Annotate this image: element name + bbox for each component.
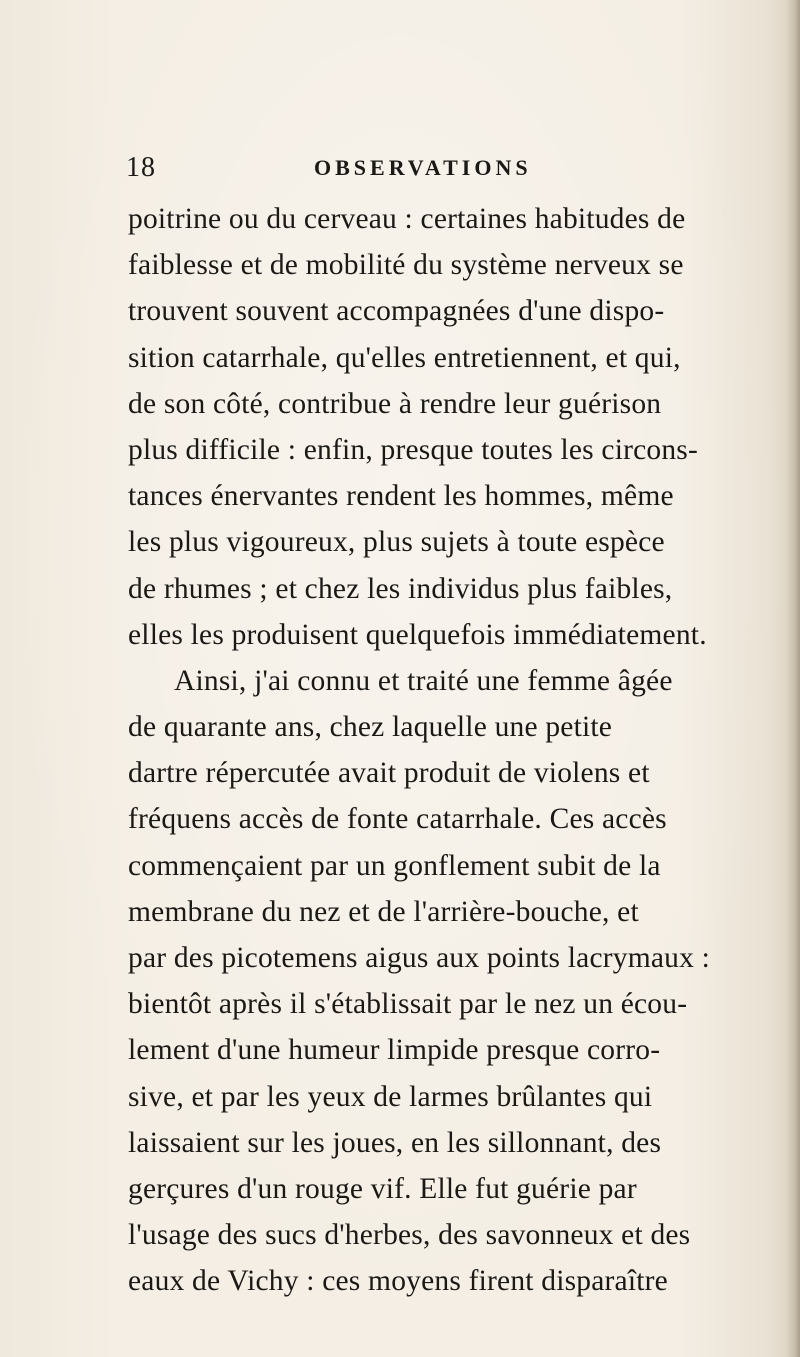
- text-line: membrane du nez et de l'arrière-bouche, et: [128, 895, 639, 928]
- text-line: commençaient par un gonflement subit de la: [128, 849, 661, 882]
- text-line: eaux de Vichy : ces moyens firent disparaître: [128, 1265, 668, 1298]
- text-line: elles les produisent quelquefois immédiatement.: [128, 618, 707, 651]
- page-number: 18: [126, 152, 156, 183]
- body-text: [128, 196, 798, 1305]
- text-line: les plus vigoureux, plus sujets à toute espèce: [128, 526, 665, 559]
- text-line: de quarante ans, chez laquelle une petite: [128, 711, 613, 744]
- text-line: tances énervantes rendent les hommes, même: [128, 480, 674, 513]
- text-line: sive, et par les yeux de larmes brûlantes qui: [128, 1080, 653, 1113]
- text-line: poitrine ou du cerveau : certaines habitudes de: [128, 203, 686, 235]
- text-line: gerçures d'un rouge vif. Elle fut guérie par: [128, 1172, 637, 1205]
- text-line: par des picotemens aigus aux points lacrymaux :: [128, 942, 711, 974]
- text-line: de rhumes ; et chez les individus plus faibles,: [128, 572, 673, 605]
- text-line: lement d'une humeur limpide presque corro-: [128, 1034, 661, 1067]
- text-line: trouvent souvent accompagnées d'une dispo-: [128, 295, 665, 328]
- running-head: OBSERVATIONS: [314, 155, 532, 180]
- text-line: l'usage des sucs d'herbes, des savonneux et des: [128, 1219, 691, 1252]
- text-line: sition catarrhale, qu'elles entretiennent, et qui,: [128, 341, 681, 374]
- text-line: de son côté, contribue à rendre leur guérison: [128, 387, 662, 420]
- text-line: faiblesse et de mobilité du système nerveux se: [128, 249, 684, 282]
- page-header: [126, 148, 686, 188]
- text-line-paragraph-start: Ainsi, j'ai connu et traité une femme âgée: [174, 664, 673, 697]
- text-line: laissaient sur les joues, en les sillonnant, des: [128, 1126, 662, 1159]
- text-line: dartre répercutée avait produit de violens et: [128, 757, 650, 790]
- text-line: fréquens accès de fonte catarrhale. Ces accès: [128, 803, 667, 836]
- text-line: plus difficile : enfin, presque toutes les circons-: [128, 433, 699, 466]
- text-line: bientôt après il s'établissait par le nez un écou-: [128, 988, 688, 1021]
